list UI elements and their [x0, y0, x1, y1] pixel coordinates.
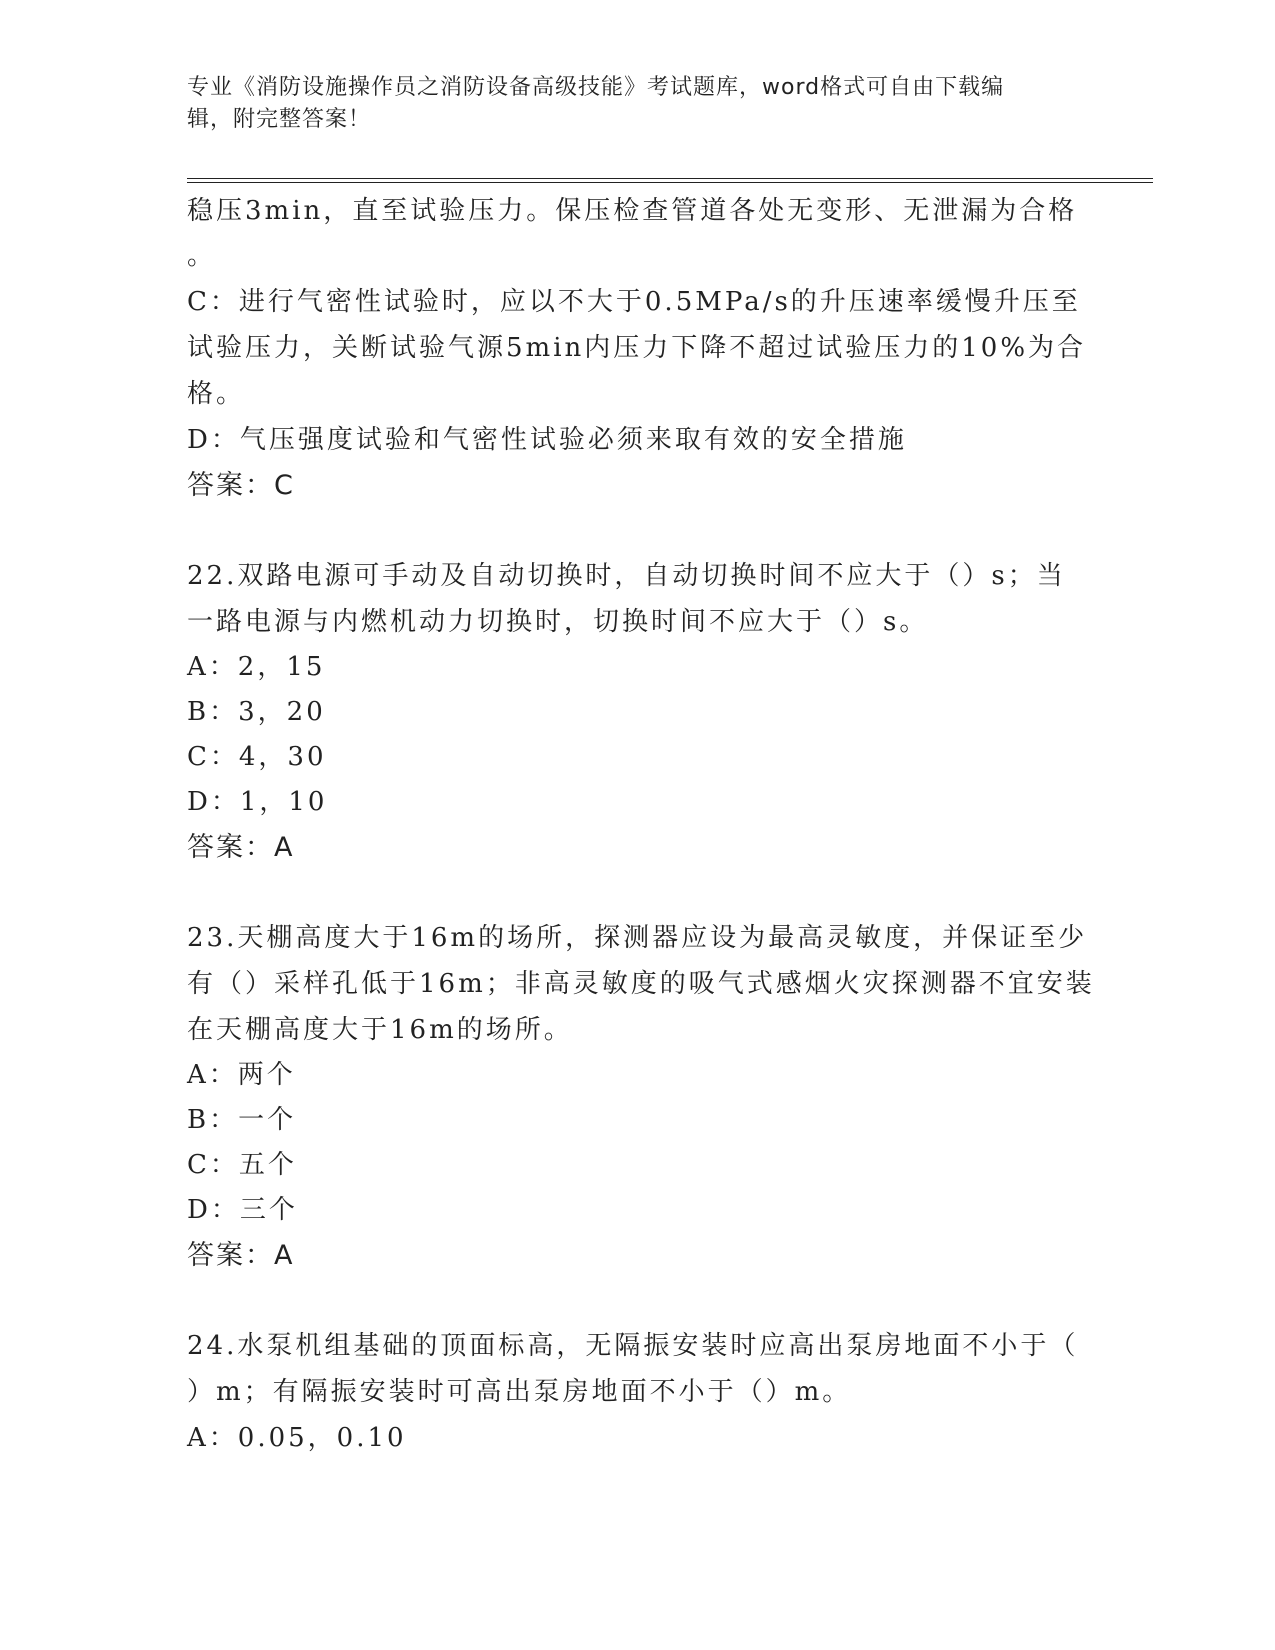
answer-line: 答案：C [187, 470, 295, 501]
option-d [187, 417, 1087, 463]
question-text-line: 。 [187, 241, 217, 271]
question-text-line: 22.双路电源可手动及自动切换时，自动切换时间不应大于（）s；当 [187, 561, 1066, 591]
option-d: D：1，10 [187, 787, 328, 817]
option-c: C：4，30 [187, 742, 327, 772]
document-header [187, 72, 1087, 136]
header-divider-bottom [187, 182, 1153, 183]
option-line: 试验压力，关断试验气源5min内压力下降不超过试验压力的10%为合 [187, 333, 1087, 363]
option-a: A：两个 [187, 1060, 296, 1090]
option-line: C：进行气密性试验时，应以不大于0.5MPa/s的升压速率缓慢升压至 [187, 287, 1081, 317]
header-line-2: 辑，附完整答案！ [187, 107, 372, 132]
header-divider-top [187, 178, 1153, 179]
option-c: C：五个 [187, 1150, 297, 1180]
question-text-line: 23.天棚高度大于16m的场所，探测器应设为最高灵敏度，并保证至少 [187, 923, 1088, 953]
option-a: A：0.05，0.10 [187, 1423, 407, 1453]
question-22 [187, 553, 1087, 871]
question-23 [187, 915, 1095, 1279]
question-text-line: 24.水泵机组基础的顶面标高，无隔振安装时应高出泵房地面不小于（ [187, 1331, 1079, 1361]
question-text-line: 一路电源与内燃机动力切换时，切换时间不应大于（）s。 [187, 607, 929, 637]
spacer [187, 1279, 1087, 1323]
question-text-line: 有（）采样孔低于16m；非高灵敏度的吸气式感烟火灾探测器不宜安装 [187, 969, 1095, 999]
option-line: 格。 [187, 379, 246, 409]
spacer [187, 509, 1087, 553]
question-text-line: 在天棚高度大于16m的场所。 [187, 1015, 573, 1045]
option-line: D：气压强度试验和气密性试验必须来取有效的安全措施 [187, 425, 907, 455]
spacer [187, 871, 1087, 915]
question-text-line: ）m；有隔振安装时可高出泵房地面不小于（）m。 [187, 1377, 852, 1407]
document-body [187, 188, 1095, 1461]
answer-line: 答案：A [187, 832, 295, 863]
question-21-continuation [187, 188, 1087, 509]
option-c [187, 279, 1087, 417]
question-text-line: 稳压3min，直至试验压力。保压检查管道各处无变形、无泄漏为合格 [187, 196, 1078, 226]
option-b: B：3，20 [187, 697, 326, 727]
option-d: D：三个 [187, 1195, 298, 1225]
header-line-1: 专业《消防设施操作员之消防设备高级技能》考试题库，word格式可自由下载编 [187, 75, 1005, 100]
question-24 [187, 1323, 1087, 1461]
option-b: B：一个 [187, 1105, 297, 1135]
option-a: A：2，15 [187, 652, 326, 682]
answer-line: 答案：A [187, 1240, 295, 1271]
